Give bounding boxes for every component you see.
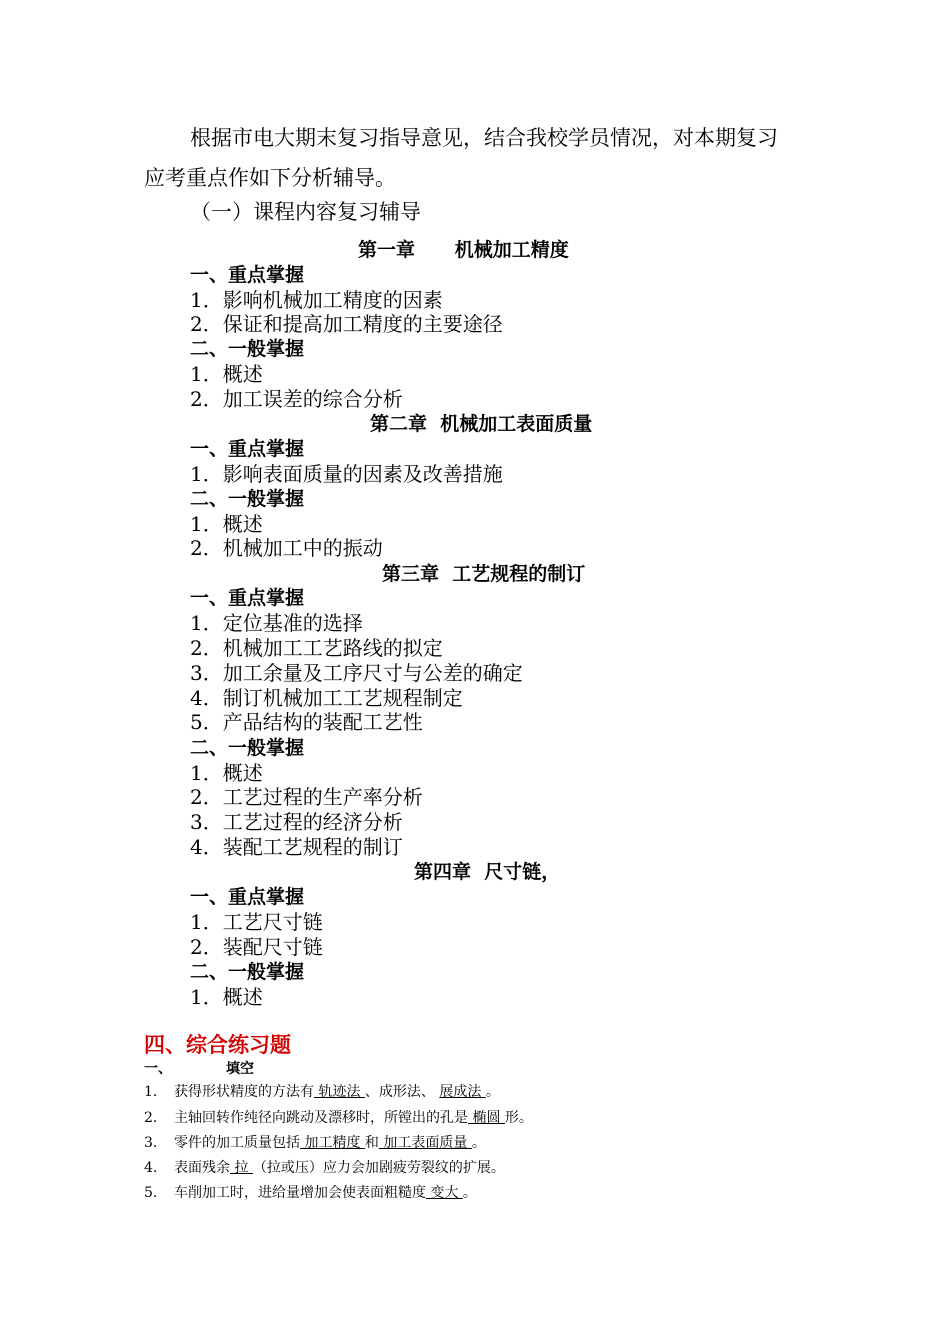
- chapter-1-key-head: 一、重点掌握: [190, 264, 305, 286]
- chapter-3-general-item: 3．工艺过程的经济分析: [190, 810, 403, 834]
- answer-blank: 拉: [230, 1160, 253, 1176]
- question-text: 表面残余: [174, 1160, 230, 1176]
- chapter-3-general-item: 1．概述: [190, 761, 263, 785]
- chapter-3-key-item: 5．产品结构的装配工艺性: [190, 710, 423, 734]
- answer-blank: 椭圆: [468, 1110, 505, 1126]
- question-text: 零件的加工质量包括: [174, 1135, 300, 1151]
- question-number: 5.: [144, 1185, 158, 1201]
- chapter-3-key-item: 3．加工余量及工序尺寸与公差的确定: [190, 661, 523, 685]
- question-number: 1.: [144, 1084, 158, 1100]
- chapter-3-key-head: 一、重点掌握: [190, 587, 305, 609]
- question-text: （拉或压）应力会加剧疲劳裂纹的扩展。: [252, 1160, 505, 1176]
- chapter-1-general-item: 1．概述: [190, 362, 263, 386]
- chapter-4-title: 第四章 尺寸链，: [414, 861, 561, 883]
- chapter-2-general-item: 2．机械加工中的振动: [190, 536, 383, 560]
- chapter-4-key-head: 一、重点掌握: [190, 886, 305, 908]
- chapter-2-general-head: 二、一般掌握: [190, 488, 305, 510]
- question-text: 、成形法、: [364, 1084, 440, 1100]
- chapter-4-key-item: 2．装配尺寸链: [190, 935, 323, 959]
- exercises-title: 四、综合练习题: [144, 1033, 291, 1057]
- question: [144, 1132, 486, 1152]
- question-text: 形。: [504, 1110, 533, 1126]
- chapter-2-key-item: 1．影响表面质量的因素及改善措施: [190, 462, 503, 486]
- intro-line-2: 应考重点作如下分析辅导。: [144, 166, 396, 190]
- intro-paragraph: [144, 118, 814, 198]
- chapter-2-key-head: 一、重点掌握: [190, 438, 305, 460]
- question-text: 。: [471, 1135, 486, 1151]
- question: [144, 1107, 533, 1127]
- chapter-1-key-item: 2．保证和提高加工精度的主要途径: [190, 312, 503, 336]
- answer-blank: 轨迹法: [314, 1084, 365, 1100]
- question-number: 2.: [144, 1110, 158, 1126]
- question-text: 和: [364, 1135, 379, 1151]
- question-text: 主轴回转作纯径向跳动及漂移时，所镗出的孔是: [174, 1110, 468, 1126]
- chapter-2-general-item: 1．概述: [190, 512, 263, 536]
- chapter-3-key-item: 2．机械加工工艺路线的拟定: [190, 636, 443, 660]
- chapter-1-general-item: 2．加工误差的综合分析: [190, 387, 403, 411]
- exercises-subheading: [144, 1058, 254, 1078]
- subheading-title: 填空: [226, 1061, 254, 1077]
- chapter-1-key-item: 1．影响机械加工精度的因素: [190, 288, 443, 312]
- chapter-2-title: 第二章 机械加工表面质量: [370, 413, 593, 435]
- question: [144, 1157, 505, 1177]
- section-label: （一）课程内容复习辅导: [190, 200, 421, 224]
- question-text: 。: [462, 1185, 477, 1201]
- chapter-4-key-item: 1．工艺尺寸链: [190, 910, 323, 934]
- chapter-3-title: 第三章 工艺规程的制订: [382, 563, 586, 585]
- answer-blank: 变大: [426, 1185, 463, 1201]
- chapter-3-general-head: 二、一般掌握: [190, 737, 305, 759]
- question: [144, 1081, 500, 1101]
- question-text: 车削加工时，进给量增加会使表面粗糙度: [174, 1185, 426, 1201]
- question-text: 获得形状精度的方法有: [174, 1084, 314, 1100]
- chapter-4-general-head: 二、一般掌握: [190, 961, 305, 983]
- question-text: 。: [485, 1084, 500, 1100]
- chapter-3-general-item: 2．工艺过程的生产率分析: [190, 785, 423, 809]
- chapter-1-title: 第一章 机械加工精度: [358, 239, 569, 261]
- chapter-1-general-head: 二、一般掌握: [190, 338, 305, 360]
- question-number: 3.: [144, 1135, 158, 1151]
- chapter-3-key-item: 4．制订机械加工工艺规程制定: [190, 686, 463, 710]
- intro-line-1: 根据市电大期末复习指导意见，结合我校学员情况，对本期复习: [190, 126, 778, 150]
- answer-blank: 加工表面质量: [378, 1135, 472, 1151]
- answer-blank: 展成法: [439, 1084, 486, 1100]
- question-number: 4.: [144, 1160, 158, 1176]
- answer-blank: 加工精度: [300, 1135, 365, 1151]
- subheading-number: 一、: [144, 1061, 172, 1077]
- chapter-3-key-item: 1．定位基准的选择: [190, 611, 363, 635]
- chapter-4-general-item: 1．概述: [190, 985, 263, 1009]
- chapter-3-general-item: 4．装配工艺规程的制订: [190, 835, 403, 859]
- question: [144, 1182, 477, 1202]
